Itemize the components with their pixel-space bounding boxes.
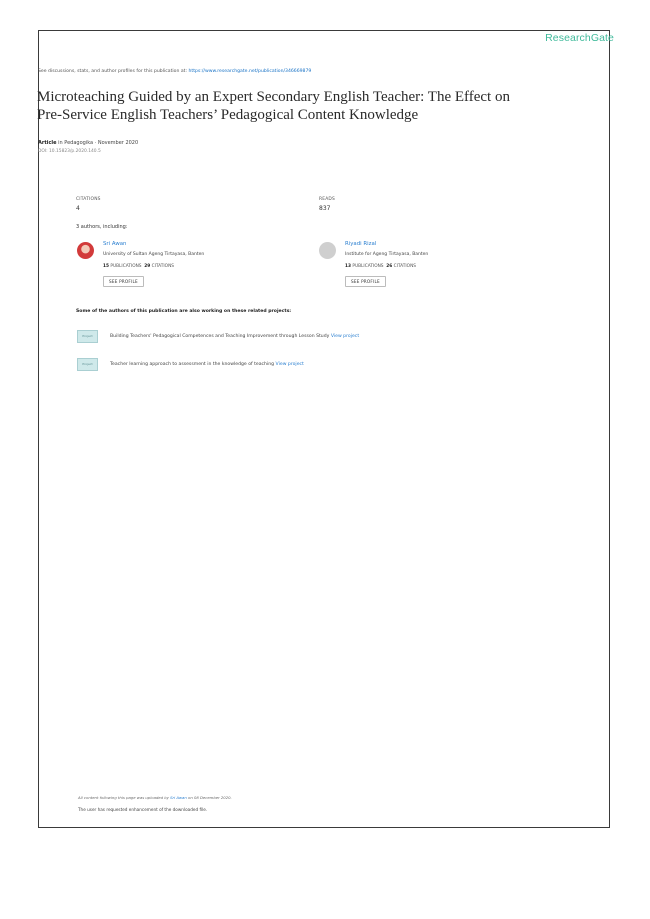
uploaded-by-prefix: All content following this page was uploaded by <box>78 795 171 800</box>
author-publications-label: PUBLICATIONS <box>352 264 384 269</box>
author-affiliation: University of Sultan Ageng Tirtayasa, Banten <box>103 252 205 257</box>
author-citations-count: 29 <box>144 264 151 269</box>
authors-heading: 3 authors, including: <box>76 224 128 230</box>
project-icon[interactable]: Project <box>77 358 98 371</box>
project-item <box>110 334 359 339</box>
enhancement-note: The user has requested enhancement of the downloaded file. <box>78 807 208 812</box>
project-text: Teacher learning approach to assessment in the knowledge of teaching <box>110 362 276 367</box>
author-citations-count: 26 <box>386 264 393 269</box>
avatar[interactable] <box>77 242 94 259</box>
title-line-2: Pre-Service English Teachers’ Pedagogical Content Knowledge <box>37 107 419 123</box>
author-stats <box>345 264 416 269</box>
author-citations-label: CITATIONS <box>151 264 175 269</box>
uploader-link[interactable]: Sri Awan <box>170 795 187 800</box>
publication-venue-date: in Pedagogika · November 2020 <box>56 140 139 146</box>
see-discussions-prefix: See discussions, stats, and author profiles for this publication at: <box>38 69 189 74</box>
citations-value: 4 <box>76 205 80 212</box>
view-project-link[interactable]: View project <box>330 334 360 339</box>
reads-value: 837 <box>319 205 331 212</box>
page-frame <box>38 30 610 828</box>
author-citations-label: CITATIONS <box>393 264 417 269</box>
publication-doi: DOI: 10.15823/p.2020.140.5 <box>38 149 101 154</box>
publication-title[interactable] <box>37 88 557 124</box>
author-name[interactable]: Sri Awan <box>103 241 127 247</box>
project-item <box>110 362 304 367</box>
project-icon[interactable]: Project <box>77 330 98 343</box>
see-profile-button[interactable]: SEE PROFILE <box>345 276 386 287</box>
uploaded-by-line <box>78 795 232 800</box>
avatar[interactable] <box>319 242 336 259</box>
author-publications-label: PUBLICATIONS <box>110 264 142 269</box>
author-affiliation: Institute for Ageng Tirtayasa, Banten <box>345 252 429 257</box>
see-profile-button[interactable]: SEE PROFILE <box>103 276 144 287</box>
author-stats <box>103 264 174 269</box>
researchgate-logo[interactable]: ResearchGate <box>545 32 614 44</box>
related-projects-heading: Some of the authors of this publication are also working on these related projects: <box>76 309 292 314</box>
project-text: Building Teachers' Pedagogical Competences and Teaching Improvement through Lesson Study <box>110 334 331 339</box>
see-discussions-line <box>38 69 311 74</box>
reads-label: READS <box>319 197 335 202</box>
author-name[interactable]: Riyadi Rizal <box>345 241 377 247</box>
publication-link[interactable]: https://www.researchgate.net/publication/346669879 <box>188 69 312 74</box>
publication-meta <box>38 140 138 146</box>
publication-type: Article <box>38 140 57 146</box>
view-project-link[interactable]: View project <box>275 362 304 367</box>
author-publications-count: 15 <box>103 264 109 269</box>
title-line-1: Microteaching Guided by an Expert Secondary English Teacher: The Effect on <box>37 89 510 105</box>
author-publications-count: 13 <box>345 264 351 269</box>
citations-label: CITATIONS <box>76 197 101 202</box>
uploaded-by-suffix: on 08 December 2020. <box>186 795 232 800</box>
